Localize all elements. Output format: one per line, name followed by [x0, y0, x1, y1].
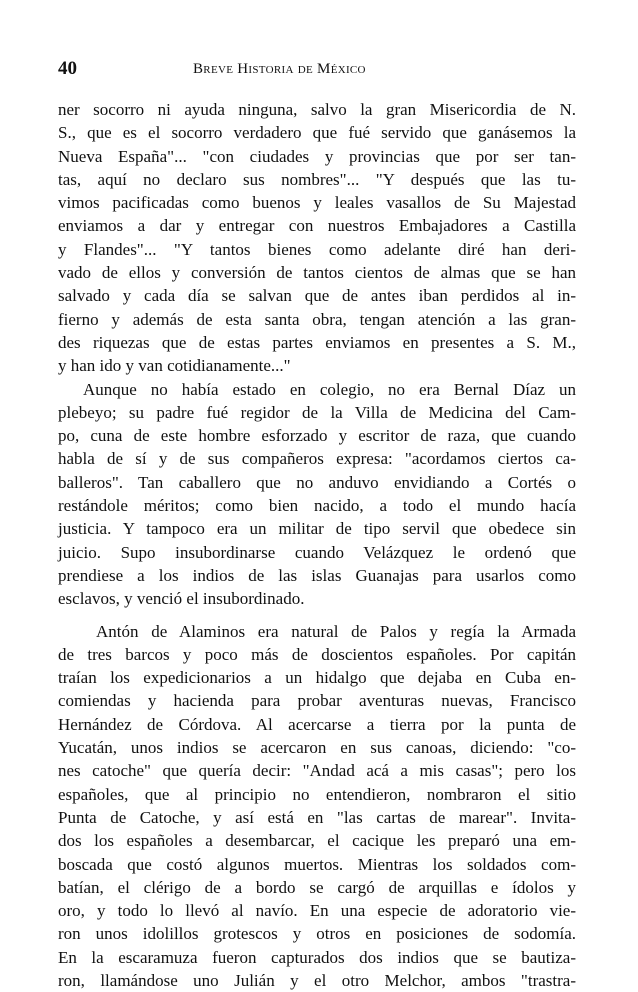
running-head: Breve Historia de México — [193, 61, 366, 77]
text-line: traían los expedicionarios a un hidalgo que dejaba en Cuba en- — [58, 668, 576, 688]
text-line: dos los españoles a desembarcar, el cacique les preparó una em- — [58, 831, 576, 851]
text-line: comiendas y hacienda para probar aventuras nuevas, Francisco — [58, 691, 576, 711]
page-header — [58, 58, 573, 82]
text-line: españoles, que al principio no entendieron, nombraron el sitio — [58, 784, 576, 804]
text-line: y Flandes"... "Y tantos bienes como adelante diré han deri- — [58, 239, 576, 259]
text-line: Nueva España"... "con ciudades y provincias que por ser tan- — [58, 146, 576, 166]
text-line: balleros". Tan caballero que no anduvo envidiando a Cortés o — [58, 472, 576, 492]
text-line: En la escaramuza fueron capturados dos indios que se bautiza- — [58, 947, 576, 967]
text-line: plebeyo; su padre fué regidor de la Villa de Medicina del Cam- — [58, 402, 576, 422]
text-line: fierno y además de esta santa obra, tengan atención a las gran- — [58, 309, 576, 329]
text-line: vado de ellos y conversión de tantos cientos de almas que se han — [58, 263, 576, 283]
paragraph-2 — [58, 378, 576, 611]
text-line: justicia. Y tampoco era un militar de tipo servil que obedece sin — [58, 519, 576, 539]
body-text — [58, 98, 576, 992]
page-number: 40 — [58, 58, 77, 79]
text-line: boscada que costó algunos muertos. Mientras los soldados com- — [58, 854, 576, 874]
paragraph-1 — [58, 98, 576, 378]
text-line: juicio. Supo insubordinarse cuando Velázquez le ordenó que — [58, 542, 576, 562]
paragraph-3 — [58, 620, 576, 992]
text-line: S., que es el socorro verdadero que fué servido que ganásemos la — [58, 123, 576, 143]
text-line: habla de sí y de sus compañeros expresa: "acordamos ciertos ca- — [58, 449, 576, 469]
text-line: de tres barcos y poco más de doscientos españoles. Por capitán — [58, 644, 576, 664]
text-line: prendiese a los indios de las islas Guanajas para usarlos como — [58, 565, 576, 585]
text-line: oro, y todo lo llevó al navío. En una especie de adoratorio vie- — [58, 901, 576, 921]
text-line: ron, llamándose uno Julián y el otro Melchor, ambos "trastra- — [58, 970, 576, 990]
text-line: batían, el clérigo de a bordo se cargó de arquillas e ídolos y — [58, 877, 576, 897]
text-line: Hernández de Córdova. Al acercarse a tierra por la punta de — [58, 714, 576, 734]
text-line: ner socorro ni ayuda ninguna, salvo la gran Misericordia de N. — [58, 100, 576, 119]
text-line: tas, aquí no declaro sus nombres"... "Y después que las tu- — [58, 169, 576, 189]
text-line: des riquezas que de estas partes enviamos en presentes a S. M., — [58, 332, 576, 352]
text-line: Aunque no había estado en colegio, no era Bernal Díaz un — [83, 379, 576, 399]
text-line: Antón de Alaminos era natural de Palos y regía la Armada — [96, 621, 576, 641]
text-line: Punta de Catoche, y así está en "las cartas de marear". Invita- — [58, 807, 576, 827]
text-line: vimos pacificadas como buenos y leales vasallos de Su Majestad — [58, 193, 576, 213]
text-line: salvado y cada día se salvan que de antes iban perdidos al in- — [58, 286, 576, 306]
text-line: po, cuna de este hombre esforzado y escritor de raza, que cuando — [58, 426, 576, 446]
text-line: enviamos a dar y entregar con nuestros Embajadores a Castilla — [58, 216, 576, 236]
text-line: Yucatán, unos indios se acercaron en sus canoas, diciendo: "co- — [58, 738, 576, 758]
text-line: nes catoche" que quería decir: "Andad acá a mis casas"; pero los — [58, 761, 576, 781]
text-line: ron unos idolillos grotescos y otros en posiciones de sodomía. — [58, 924, 576, 944]
text-line: restándole méritos; como bien nacido, a todo el mundo hacía — [58, 496, 576, 516]
text-line: esclavos, y venció el insubordinado. — [58, 589, 305, 609]
text-line: y han ido y van cotidianamente..." — [58, 356, 291, 376]
paragraph-spacer — [58, 611, 576, 620]
